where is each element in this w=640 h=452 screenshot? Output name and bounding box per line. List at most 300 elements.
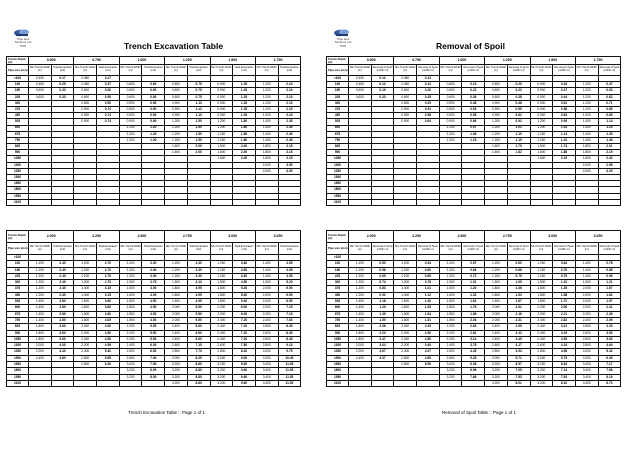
min-width-cell: 1.400 [349,299,372,305]
removal-cell: 1.72 [553,299,576,305]
min-width-cell: 0.600 [439,94,462,100]
min-width-cell: 1.400 [394,292,417,298]
total-excavation-cell: 0.74 [97,113,120,119]
min-width-cell: 0.600 [165,88,188,94]
min-width-cell: 0.600 [394,94,417,100]
min-width-cell: 1.400 [255,267,278,273]
depth-header: 0.750 [394,57,439,65]
min-width-cell: 3.400 [575,362,598,368]
pipe-size-cell: 225 [7,273,29,279]
total-excavation-cell: 0.27 [97,76,120,82]
total-excavation-cell: 2.40 [233,150,256,156]
total-excavation-cell: 4.50 [97,330,120,336]
total-excavation-cell: 5.85 [97,355,120,361]
min-width-cell: 1.200 [530,119,553,125]
min-width-cell: 2.400 [439,343,462,349]
removal-cell: 0.92 [371,292,394,298]
min-width-header: Min Trench Width (m) [394,65,417,76]
total-excavation-cell [97,199,120,205]
removal-cell: 7.05 [507,368,530,374]
min-width-cell: 1.200 [29,261,52,267]
total-excavation-cell: 7.15 [278,305,301,311]
removal-cell: 0.74 [371,280,394,286]
removal-cell: 1.74 [553,144,576,150]
removal-cell: 4.80 [417,355,440,361]
min-width-cell: 2.800 [165,349,188,355]
min-width-cell: 0.900 [165,113,188,119]
min-width-cell: 3.000 [439,362,462,368]
total-excavation-cell: 3.50 [278,162,301,168]
removal-cell: 1.06 [462,131,485,137]
depth-header: 1.500 [210,57,255,65]
total-excavation-cell: 5.50 [187,317,210,323]
total-excavation-cell: 7.15 [278,311,301,317]
removal-cell: 1.64 [417,311,440,317]
min-width-cell: 3.400 [255,362,278,368]
total-excavation-cell: 2.40 [51,292,74,298]
min-width-cell: 1.200 [210,125,233,131]
pipe-size-cell: 1050 [327,336,349,342]
pipe-size-cell: 525 [327,299,349,305]
min-width-cell: 1.600 [255,280,278,286]
total-excavation-cell: 0.33 [51,88,74,94]
removal-cell: 7.68 [598,368,621,374]
trench-depth-label: Trench Depth (m) [327,57,349,65]
min-width-header: Min Trench Width (m) [165,65,188,76]
min-width-header: Min Trench Width (m) [29,65,52,76]
removal-cell: 1.89 [462,311,485,317]
table-row [327,199,621,205]
min-width-cell: 2.400 [29,355,52,361]
pipe-size-cell: 2100 [327,380,349,386]
total-excavation-cell: 2.40 [51,273,74,279]
min-width-cell: 1.200 [439,131,462,137]
min-width-cell: 0.600 [485,94,508,100]
min-width-cell: 1.200 [394,273,417,279]
total-excavation-cell: 7.20 [233,324,256,330]
removal-cell: 1.70 [507,144,530,150]
min-width-cell [575,199,598,205]
min-width-cell: 2.000 [74,330,97,336]
total-excavation-cell: 3.60 [97,311,120,317]
total-excavation-cell: 2.40 [51,280,74,286]
min-width-cell: 1.200 [530,273,553,279]
removal-cell: 0.63 [462,267,485,273]
min-width-cell: 1.400 [575,261,598,267]
min-width-cell: 0.900 [530,113,553,119]
removal-cell: 5.25 [462,355,485,361]
total-excavation-cell: 3.15 [97,292,120,298]
removal-cell: 1.10 [553,280,576,286]
removal-cell: 1.45 [553,286,576,292]
min-width-cell: 0.600 [29,94,52,100]
min-width-cell: 3.000 [530,355,553,361]
total-excavation-cell: 2.80 [51,305,74,311]
min-width-header: Min Trench Width (m) [119,65,142,76]
min-width-cell: 1.400 [29,299,52,305]
min-width-cell: 1.200 [255,94,278,100]
min-width-cell [119,380,142,386]
min-width-cell: 1.800 [485,292,508,298]
removal-cell: 2.80 [417,336,440,342]
removal-cell: 1.67 [598,286,621,292]
removal-cell: 6.08 [462,362,485,368]
min-width-cell: 0.900 [210,106,233,112]
min-width-cell: 1.200 [485,125,508,131]
removal-cell: 4.17 [507,343,530,349]
pipe-size-cell: 525 [7,299,29,305]
removal-cell: 1.40 [417,299,440,305]
min-width-cell: 1.200 [210,137,233,143]
removal-cell: 0.96 [598,273,621,279]
total-excavation-cell: 0.33 [51,94,74,100]
min-width-header: Min Trench Width (m) [439,65,462,76]
removal-header: Removal of Spoil (m3/lin m) [598,243,621,255]
total-excavation-cell: 2.10 [278,113,301,119]
min-width-cell: 1.800 [210,299,233,305]
min-width-cell: 2.000 [530,305,553,311]
pipe-size-cell: 675 [7,311,29,317]
min-width-cell: 3.000 [119,362,142,368]
pipe-size-cell: 750 [327,137,349,143]
total-excavation-cell: 5.50 [142,324,165,330]
min-width-cell: 1.600 [74,305,97,311]
min-width-cell: 1.200 [119,273,142,279]
page-footer: Trench Excavation Table :: Page 1 of 1 [128,410,206,415]
total-excavation-cell: 9.10 [278,343,301,349]
total-excavation-cell: 2.40 [51,261,74,267]
total-excavation-cell: 7.50 [142,362,165,368]
min-width-cell: 2.400 [530,324,553,330]
page-footer: Removal of Spoil Table :: Page 1 of 1 [442,410,516,415]
min-width-cell: 2.600 [255,324,278,330]
min-width-cell: 1.800 [394,317,417,323]
total-excavation-cell: 4.95 [187,286,210,292]
total-excavation-cell: 6.50 [278,286,301,292]
min-width-cell: 1.600 [394,311,417,317]
pipe-size-cell: 1350 [327,168,349,174]
total-excavation-cell: 8.80 [187,368,210,374]
removal-cell: 3.92 [598,336,621,342]
total-excavation-cell: 5.40 [233,286,256,292]
total-excavation-cell: 4.55 [278,273,301,279]
min-width-cell: 3.000 [485,355,508,361]
min-width-cell: 2.200 [119,336,142,342]
removal-cell: 7.14 [553,368,576,374]
min-width-cell: 2.200 [255,311,278,317]
min-width-cell: 2.800 [530,349,553,355]
total-excavation-cell: 2.70 [97,280,120,286]
min-width-cell: 1.200 [255,88,278,94]
total-excavation-cell: 0.74 [97,106,120,112]
min-width-cell: 1.400 [255,125,278,131]
pipe-size-cell: 1500 [7,355,29,361]
removal-header: Removal of Spoil (m3/lin m) [417,65,440,76]
removal-cell: 0.83 [371,286,394,292]
min-width-cell: 1.800 [119,305,142,311]
removal-cell: 1.82 [598,292,621,298]
total-excavation-header: Total Excavation (m3) [51,243,74,255]
pipe-size-cell: 900 [327,150,349,156]
min-width-cell: 1.800 [530,286,553,292]
total-excavation-cell [233,199,256,205]
min-width-header: Min Trench Width (m) [165,243,188,255]
min-width-cell: 1.200 [165,125,188,131]
min-width-cell: 1.600 [394,299,417,305]
total-excavation-cell: 1.35 [233,82,256,88]
removal-cell: 0.55 [507,106,530,112]
min-width-cell: 1.200 [255,106,278,112]
total-excavation-cell: 2.45 [278,137,301,143]
removal-cell: 6.26 [598,355,621,361]
removal-cell: 0.25 [417,94,440,100]
total-excavation-cell [142,199,165,205]
pipe-size-cell: 1500 [7,175,29,181]
removal-cell: 1.50 [371,317,394,323]
total-excavation-cell: 0.90 [142,106,165,112]
min-width-cell: 1.200 [349,286,372,292]
pipe-size-cell: 375 [7,286,29,292]
removal-cell: 0.62 [598,94,621,100]
depth-header: 2.250 [394,231,439,243]
total-excavation-cell: 0.25 [51,82,74,88]
total-excavation-cell: 7.20 [233,330,256,336]
total-excavation-cell: 6.60 [187,336,210,342]
pipe-size-cell: 100 [7,261,29,267]
min-width-cell: 1.200 [349,280,372,286]
total-excavation-header: Total Excavation (m3) [142,243,165,255]
min-width-cell: 3.200 [439,374,462,380]
min-width-cell: 3.200 [210,368,233,374]
total-excavation-cell: 0.90 [142,119,165,125]
min-width-cell: 1.200 [29,273,52,279]
min-width-cell: 2.400 [485,336,508,342]
total-excavation-header: Total Excavation (m3) [233,243,256,255]
removal-cell: 1.91 [417,317,440,323]
total-excavation-cell: 6.60 [187,324,210,330]
total-excavation-cell: 8.80 [187,374,210,380]
min-width-cell: 1.200 [29,292,52,298]
total-excavation-cell: 3.00 [142,273,165,279]
min-width-cell: 3.200 [485,362,508,368]
total-excavation-cell: 6.50 [278,299,301,305]
pipe-size-cell: 1650 [7,181,29,187]
total-excavation-cell: 1.20 [142,137,165,143]
min-width-cell: 1.400 [575,131,598,137]
total-excavation-cell: 6.00 [233,311,256,317]
min-width-cell: 2.400 [394,349,417,355]
min-width-cell: 1.400 [74,292,97,298]
removal-cell: 0.66 [462,119,485,125]
total-excavation-cell: 7.20 [233,336,256,342]
min-width-cell: 0.600 [394,100,417,106]
min-width-cell: 2.400 [210,324,233,330]
min-width-cell: 1.800 [119,317,142,323]
removal-header: Removal of Spoil (m3/lin m) [507,65,530,76]
total-excavation-cell: 8.40 [233,349,256,355]
depth-header-row [7,57,301,65]
removal-cell: 1.52 [417,305,440,311]
min-width-cell: 0.600 [74,94,97,100]
min-width-cell: 1.400 [74,286,97,292]
pipe-size-cell: 450 [327,292,349,298]
min-width-cell: 1.400 [29,317,52,323]
min-width-cell [439,380,462,386]
total-excavation-cell: 1.13 [187,113,210,119]
total-excavation-cell: 1.20 [142,131,165,137]
total-excavation-cell: 1.35 [233,113,256,119]
depth-header: 2.250 [74,231,119,243]
pipe-size-label: Pipe size (mm) [327,65,349,76]
removal-cell: 0.12 [371,82,394,88]
removal-cell: 1.01 [462,280,485,286]
pipe-size-cell: 1350 [7,349,29,355]
min-width-cell: 2.200 [439,336,462,342]
min-width-cell: 1.200 [210,261,233,267]
removal-cell: 0.75 [507,273,530,279]
removal-header: Removal of Spoil (m3/lin m) [462,65,485,76]
min-width-cell: 1.800 [255,144,278,150]
removal-cell: 3.04 [371,343,394,349]
min-width-cell: 1.800 [349,330,372,336]
removal-cell: 0.23 [371,94,394,100]
min-width-cell: 1.800 [255,156,278,162]
min-width-cell: 2.000 [575,168,598,174]
min-width-cell: 1.400 [575,137,598,143]
total-excavation-cell: 1.20 [142,125,165,131]
pipe-size-cell: 450 [7,113,29,119]
removal-cell: 1.35 [598,131,621,137]
removal-cell: 2.81 [462,330,485,336]
removal-cell: 1.13 [553,131,576,137]
min-width-cell: 1.600 [439,292,462,298]
min-width-cell: 1.200 [29,280,52,286]
pipe-size-cell: 1800 [327,368,349,374]
pipe-size-cell: 1950 [327,193,349,199]
removal-cell: 2.06 [553,305,576,311]
min-width-cell: 1.600 [485,150,508,156]
min-width-cell: 2.000 [165,305,188,311]
removal-cell: 3.01 [553,324,576,330]
total-excavation-cell: 2.10 [278,106,301,112]
min-width-cell: 2.000 [210,311,233,317]
removal-cell: 2.49 [598,311,621,317]
min-width-cell: 0.600 [349,88,372,94]
pipe-size-cell: 375 [327,286,349,292]
min-width-cell: 2.200 [74,343,97,349]
min-width-cell: 2.400 [575,317,598,323]
depth-header: 3.000 [530,231,575,243]
min-width-cell: 0.600 [394,88,417,94]
min-width-cell [485,199,508,205]
removal-header: Removal of Spoil (m3/lin m) [371,65,394,76]
min-width-header: Min Trench Width (m) [349,65,372,76]
removal-cell: 0.92 [507,119,530,125]
depth-header: 2.500 [439,231,484,243]
min-width-cell: 2.400 [530,336,553,342]
min-width-cell: 1.200 [74,280,97,286]
pipe-size-cell: >100 [7,255,29,261]
min-width-cell [394,199,417,205]
removal-cell: 2.01 [507,305,530,311]
pipe-size-cell: 825 [327,144,349,150]
min-width-cell: 3.200 [530,374,553,380]
total-excavation-cell: 8.25 [187,355,210,361]
min-width-cell: 2.200 [575,311,598,317]
pipe-size-cell: 675 [7,131,29,137]
min-width-cell: 1.400 [575,125,598,131]
min-width-cell: 1.200 [255,100,278,106]
min-width-cell: 2.800 [74,362,97,368]
removal-cell: 0.79 [553,273,576,279]
total-excavation-cell: 1.80 [233,119,256,125]
logo-text: Pipe and Sections Ltd PSS [334,37,352,48]
total-excavation-cell: 1.50 [187,131,210,137]
total-excavation-cell: 1.35 [233,100,256,106]
min-width-cell: 1.500 [165,280,188,286]
min-width-cell: 0.900 [210,113,233,119]
depth-header: 1.750 [255,57,300,65]
removal-cell: 4.37 [371,355,394,361]
pipe-size-cell: 825 [327,324,349,330]
total-excavation-cell: 2.45 [278,131,301,137]
min-width-header: Min Trench Width (m) [530,65,553,76]
removal-cell: 1.46 [598,137,621,143]
min-width-cell: 3.200 [485,380,508,386]
min-width-cell: 2.000 [255,299,278,305]
removal-cell: 1.58 [553,292,576,298]
depth-header-row [7,231,301,243]
min-width-cell: 0.600 [29,88,52,94]
total-excavation-header: Total Excavation (m3) [97,65,120,76]
min-width-cell: 2.000 [165,317,188,323]
min-width-cell: 3.200 [165,362,188,368]
total-excavation-cell: 7.80 [233,343,256,349]
removal-cell: 1.01 [417,286,440,292]
total-excavation-cell: 8.45 [278,324,301,330]
removal-cell: 0.28 [507,94,530,100]
removal-cell: 1.01 [507,125,530,131]
min-width-cell: 1.600 [530,144,553,150]
removal-cell: 1.05 [507,280,530,286]
min-width-header: Min Trench Width (m) [439,243,462,255]
pipe-size-cell: 825 [7,144,29,150]
min-width-cell: 1.500 [119,280,142,286]
total-excavation-cell: 0.60 [142,88,165,94]
min-width-cell: 2.600 [530,343,553,349]
total-excavation-cell: 3.00 [142,267,165,273]
total-excavation-cell: 0.60 [142,82,165,88]
min-width-cell: 1.200 [165,267,188,273]
min-width-cell: 2.600 [210,343,233,349]
removal-cell: 6.57 [507,362,530,368]
removal-cell: 0.58 [553,106,576,112]
removal-cell: 1.20 [462,286,485,292]
removal-cell: 7.53 [507,374,530,380]
min-width-header: Min Trench Width (m) [575,243,598,255]
min-width-cell: 2.800 [575,343,598,349]
min-width-cell: 2.600 [575,330,598,336]
min-width-cell: 0.900 [74,106,97,112]
total-excavation-cell: 4.80 [51,355,74,361]
total-excavation-cell: 7.20 [233,317,256,323]
min-width-cell: 2.400 [349,355,372,361]
min-width-cell: 2.600 [165,343,188,349]
min-width-cell [394,380,417,386]
removal-cell: 0.13 [417,76,440,82]
min-width-header: Min Trench Width (m) [210,65,233,76]
total-excavation-cell: 2.45 [278,119,301,125]
